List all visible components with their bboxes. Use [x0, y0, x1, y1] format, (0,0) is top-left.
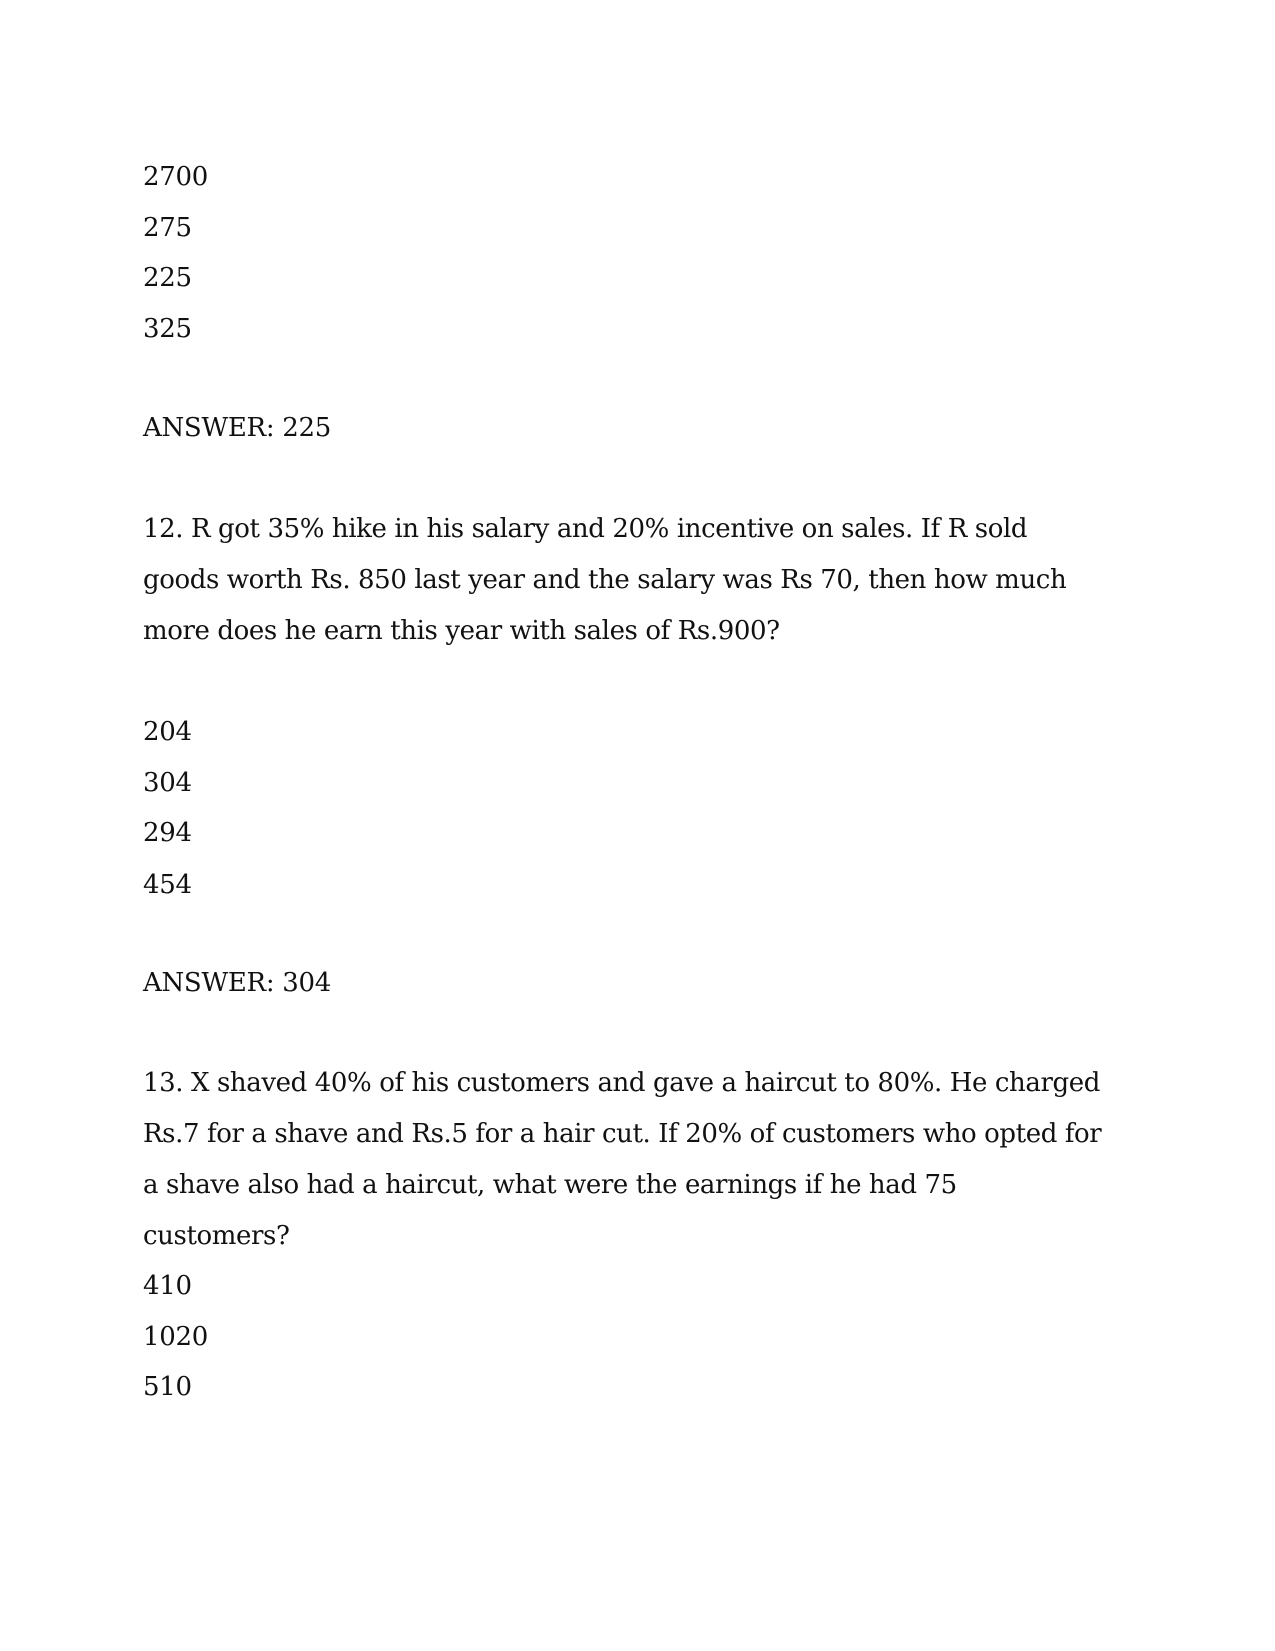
- q12-option-454: 454: [143, 870, 192, 900]
- q13-option-510: 510: [143, 1372, 192, 1402]
- q13-option-410: 410: [143, 1271, 192, 1301]
- q12-option-204: 204: [143, 717, 192, 747]
- q12-option-294: 294: [143, 818, 192, 848]
- answer-prev-question: ANSWER: 225: [143, 413, 331, 443]
- question-12-text: 12. R got 35% hike in his salary and 20% incentive on sales. If R sold goods worth Rs. 850 last year and the salary was Rs 70, then how much more does he earn this year with sales of Rs.900?: [143, 514, 1067, 646]
- option-275: 275: [143, 213, 192, 243]
- q13-option-1020: 1020: [143, 1322, 208, 1352]
- q12-option-304: 304: [143, 768, 192, 798]
- answer-q12: ANSWER: 304: [143, 968, 331, 998]
- option-325: 325: [143, 314, 192, 344]
- option-2700: 2700: [143, 162, 208, 192]
- question-13-text: 13. X shaved 40% of his customers and gave a haircut to 80%. He charged Rs.7 for a shave and Rs.5 for a hair cut. If 20% of customers who opted for a shave also had a haircut, what were the earnings if he had 75 customers?: [143, 1068, 1102, 1251]
- option-225: 225: [143, 263, 192, 293]
